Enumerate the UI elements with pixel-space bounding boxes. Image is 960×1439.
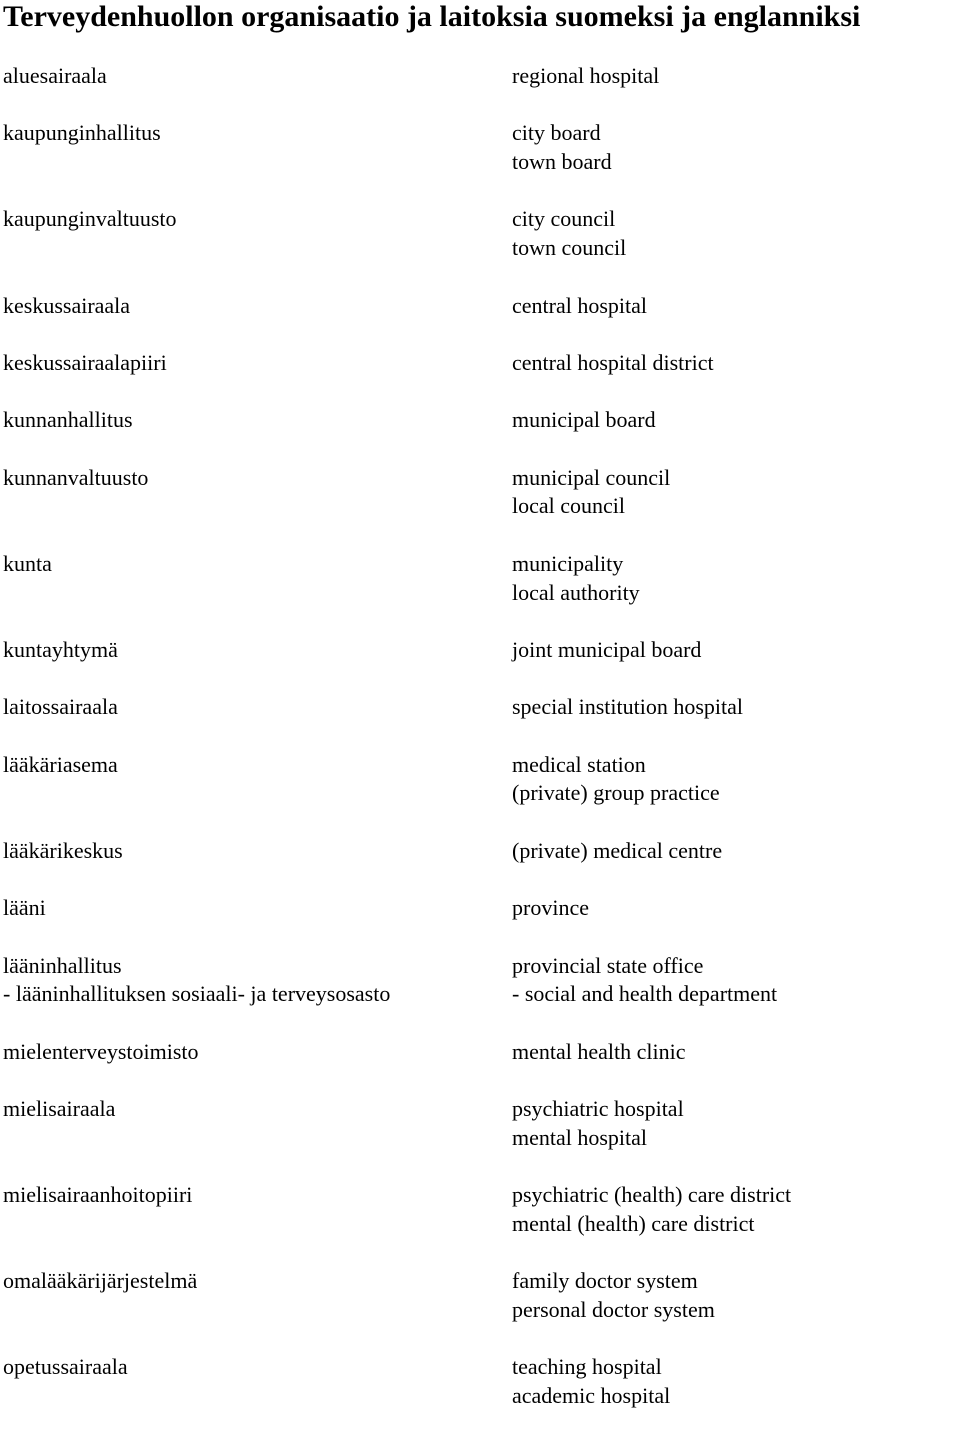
english-translation (509, 1267, 715, 1324)
english-translation-line: medical station (512, 751, 646, 777)
english-translation-line: - social and health department (512, 981, 778, 1007)
finnish-term-line: lääkärikeskus (3, 837, 123, 863)
finnish-term-line: lääni (3, 895, 46, 921)
finnish-term-line: lääninhallitus (3, 952, 122, 978)
english-translation (509, 406, 656, 435)
english-translation-line: provincial state office (512, 952, 704, 978)
finnish-term (0, 1181, 509, 1238)
glossary-entry (0, 894, 960, 923)
english-translation (509, 550, 640, 607)
finnish-term-line: - lääninhallituksen sosiaali- ja terveysosasto (3, 981, 391, 1007)
english-translation-line: municipal board (512, 407, 656, 433)
english-translation (509, 636, 701, 665)
english-translation-line: central hospital district (512, 349, 714, 375)
english-translation (509, 464, 670, 521)
glossary-entry (0, 693, 960, 722)
glossary-entry (0, 62, 960, 91)
english-translation-line: regional hospital (512, 63, 660, 88)
finnish-term (0, 205, 509, 262)
finnish-term (0, 550, 509, 607)
finnish-term (0, 119, 509, 176)
english-translation-line: psychiatric (health) care district (512, 1182, 792, 1208)
english-translation (509, 1353, 670, 1410)
glossary-table (0, 62, 960, 1439)
english-translation (509, 62, 659, 91)
english-translation-line: mental hospital (512, 1124, 648, 1150)
english-translation-line: (private) group practice (512, 780, 720, 806)
glossary-entry (0, 636, 960, 665)
finnish-term (0, 406, 509, 435)
finnish-term (0, 952, 509, 1009)
english-translation-line: municipality (512, 550, 624, 576)
english-translation-line: city council (512, 206, 616, 232)
english-translation-line: family doctor system (512, 1268, 698, 1294)
finnish-term-line: keskussairaalapiiri (3, 349, 167, 375)
finnish-term-line: mielisairaanhoitopiiri (3, 1182, 193, 1208)
english-translation-line: teaching hospital (512, 1354, 662, 1380)
glossary-entry (0, 1353, 960, 1410)
finnish-term-line: kunnanhallitus (3, 407, 133, 433)
finnish-term (0, 349, 509, 378)
english-translation-line: local authority (512, 579, 640, 605)
english-translation (509, 205, 626, 262)
english-translation-line: province (512, 895, 589, 921)
english-translation (509, 119, 612, 176)
english-translation-line: municipal council (512, 464, 671, 490)
finnish-term-line: kunta (3, 550, 52, 576)
glossary-entry (0, 1267, 960, 1324)
english-translation-line: personal doctor system (512, 1296, 715, 1322)
english-translation-line: mental health clinic (512, 1038, 686, 1064)
finnish-term-line: kunnanvaltuusto (3, 464, 149, 490)
english-translation-line: mental (health) care district (512, 1210, 755, 1236)
finnish-term-line: keskussairaala (3, 292, 131, 318)
english-translation (509, 1095, 684, 1152)
english-translation (509, 894, 589, 923)
english-translation-line: central hospital (512, 292, 648, 318)
finnish-term (0, 464, 509, 521)
finnish-term (0, 837, 509, 866)
glossary-entry (0, 1095, 960, 1152)
finnish-term (0, 751, 509, 808)
finnish-term (0, 292, 509, 321)
finnish-term-line: kaupunginhallitus (3, 120, 161, 146)
english-translation (509, 292, 647, 321)
english-translation (509, 349, 714, 378)
finnish-term (0, 1095, 509, 1152)
finnish-term-line: laitossairaala (3, 694, 118, 720)
english-translation (509, 751, 720, 808)
finnish-term (0, 1353, 509, 1410)
english-translation (509, 1038, 686, 1067)
glossary-entry (0, 751, 960, 808)
finnish-term-line: kaupunginvaltuusto (3, 206, 177, 232)
english-translation-line: city board (512, 120, 601, 146)
finnish-term (0, 62, 509, 91)
glossary-entry (0, 205, 960, 262)
english-translation-line: (private) medical centre (512, 837, 723, 863)
finnish-term-line: mielenterveystoimisto (3, 1038, 199, 1064)
finnish-term-line: opetussairaala (3, 1354, 128, 1380)
english-translation (509, 952, 777, 1009)
finnish-term (0, 894, 509, 923)
finnish-term-line: lääkäriasema (3, 751, 118, 777)
glossary-entry (0, 837, 960, 866)
finnish-term-line: kuntayhtymä (3, 636, 118, 662)
finnish-term-line: omalääkärijärjestelmä (3, 1268, 198, 1294)
glossary-entry (0, 119, 960, 176)
glossary-entry (0, 1038, 960, 1067)
english-translation-line: town council (512, 235, 627, 261)
english-translation (509, 693, 743, 722)
finnish-term (0, 1267, 509, 1324)
finnish-term (0, 693, 509, 722)
finnish-term (0, 1038, 509, 1067)
english-translation-line: town board (512, 149, 612, 175)
glossary-entry (0, 550, 960, 607)
english-translation-line: psychiatric hospital (512, 1096, 684, 1122)
english-translation-line: academic hospital (512, 1383, 671, 1409)
finnish-term-line: mielisairaala (3, 1096, 116, 1122)
english-translation (509, 837, 722, 866)
glossary-entry (0, 349, 960, 378)
english-translation-line: joint municipal board (512, 636, 702, 662)
glossary-entry (0, 406, 960, 435)
finnish-term-line: aluesairaala (3, 63, 107, 88)
glossary-entry (0, 464, 960, 521)
english-translation-line: local council (512, 493, 626, 519)
english-translation (509, 1181, 791, 1238)
glossary-entry (0, 1181, 960, 1238)
english-translation-line: special institution hospital (512, 694, 743, 720)
finnish-term (0, 636, 509, 665)
glossary-entry (0, 292, 960, 321)
page-title: Terveydenhuollon organisaatio ja laitoksia suomeksi ja englanniksi (3, 0, 861, 33)
glossary-entry (0, 952, 960, 1009)
